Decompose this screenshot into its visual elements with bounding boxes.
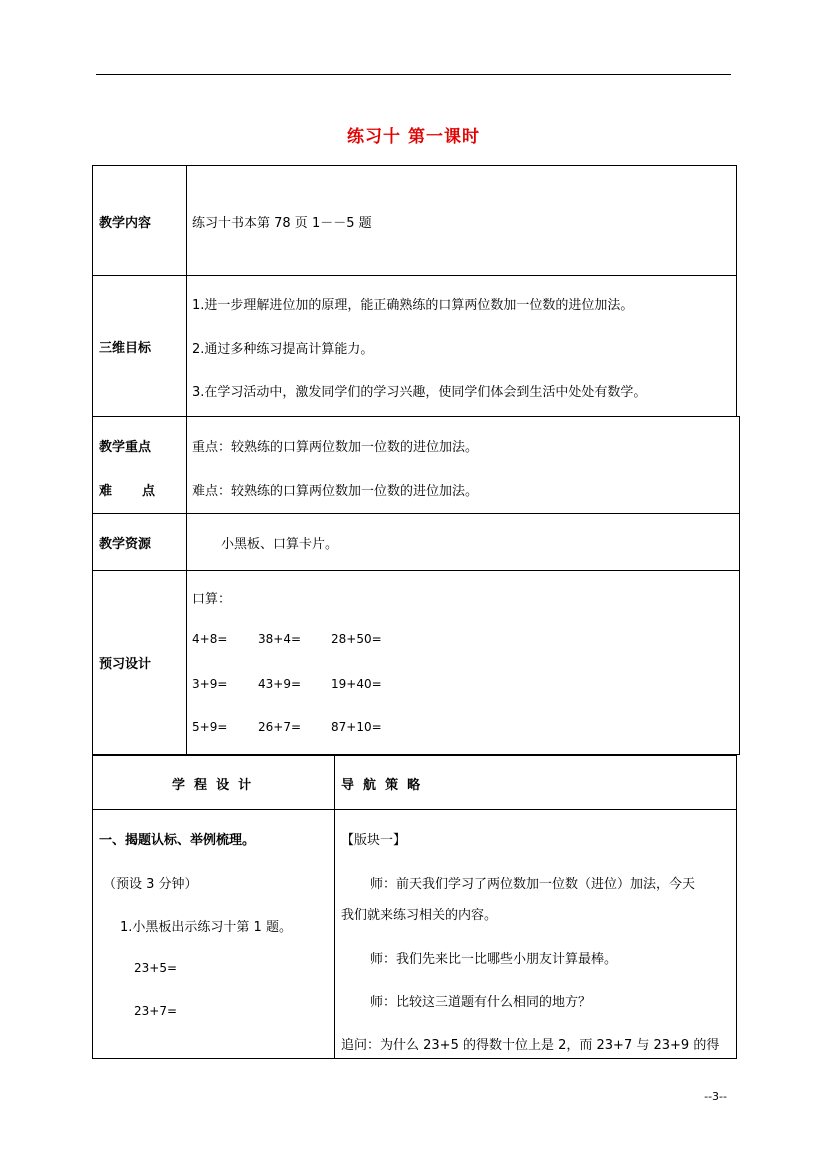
oral-calc-item: 28+50= (331, 632, 382, 646)
oral-calc-item: 87+10= (331, 720, 382, 734)
row-focus (92, 416, 740, 514)
preset-time: （预设 3 分钟） (103, 877, 198, 892)
equation: 23+5= (134, 961, 178, 975)
goal-item: 2.通过多种练习提高计算能力。 (192, 342, 374, 357)
oral-calc-item: 38+4= (258, 632, 302, 646)
preview-heading: 口算： (192, 592, 232, 607)
oral-calc-item: 3+9= (192, 677, 228, 691)
content-text: 练习十书本第 78 页 1－－5 题 (192, 216, 372, 231)
strategy-text: 师：前天我们学习了两位数加一位数（进位）加法，今天 (370, 877, 696, 892)
label-content: 教学内容 (99, 216, 152, 231)
row-resources (92, 513, 740, 571)
row-resources-divider (186, 513, 187, 571)
left-column-header: 学 程 设 计 (172, 778, 252, 793)
goal-item: 3.在学习活动中，激发同学们的学习兴趣，使同学们体会到生活中处处有数学。 (192, 385, 647, 400)
key-point-text: 重点：较熟练的口算两位数加一位数的进位加法。 (192, 440, 479, 455)
strategy-text: 追问：为什么 23+5 的得数十位上是 2，而 23+7 与 23+9 的得 (341, 1038, 720, 1053)
strategy-text: 师：比较这三道题有什么相同的地方？ (370, 995, 592, 1010)
page-number: --3-- (704, 1090, 727, 1103)
resources-text: 小黑板、口算卡片。 (221, 537, 339, 552)
oral-calc-item: 4+8= (192, 632, 228, 646)
strategy-text: 我们就来练习相关的内容。 (341, 908, 498, 923)
goal-item: 1.进一步理解进位加的原理，能正确熟练的口算两位数加一位数的进位加法。 (192, 298, 634, 313)
row-content (92, 165, 737, 276)
strategy-text: 师：我们先来比一比哪些小朋友计算最棒。 (370, 952, 618, 967)
section-heading: 一、揭题认标、举例梳理。 (99, 833, 256, 848)
label-preview: 预习设计 (99, 657, 152, 672)
label-difficulty: 难 点 (99, 484, 156, 499)
page-title: 练习十 第一课时 (347, 127, 480, 147)
design-header-rule (92, 809, 737, 810)
step-text: 1.小黑板出示练习十第 1 题。 (120, 920, 292, 935)
difficulty-text: 难点：较熟练的口算两位数加一位数的进位加法。 (192, 484, 479, 499)
oral-calc-item: 19+40= (331, 677, 382, 691)
label-goals: 三维目标 (99, 341, 152, 356)
equation: 23+7= (134, 1004, 178, 1018)
row-preview (92, 570, 740, 755)
right-column-header: 导 航 策 略 (341, 778, 421, 793)
row-goals-divider (186, 275, 187, 417)
row-content-divider (186, 165, 187, 276)
header-rule (96, 74, 731, 75)
row-focus-divider (186, 416, 187, 514)
block-heading: 【版块一】 (341, 833, 407, 848)
oral-calc-item: 43+9= (258, 677, 302, 691)
row-preview-divider (186, 570, 187, 755)
design-column-divider (334, 755, 335, 1059)
oral-calc-item: 26+7= (258, 720, 302, 734)
oral-calc-item: 5+9= (192, 720, 228, 734)
label-resources: 教学资源 (99, 537, 152, 552)
label-key-point: 教学重点 (99, 440, 152, 455)
